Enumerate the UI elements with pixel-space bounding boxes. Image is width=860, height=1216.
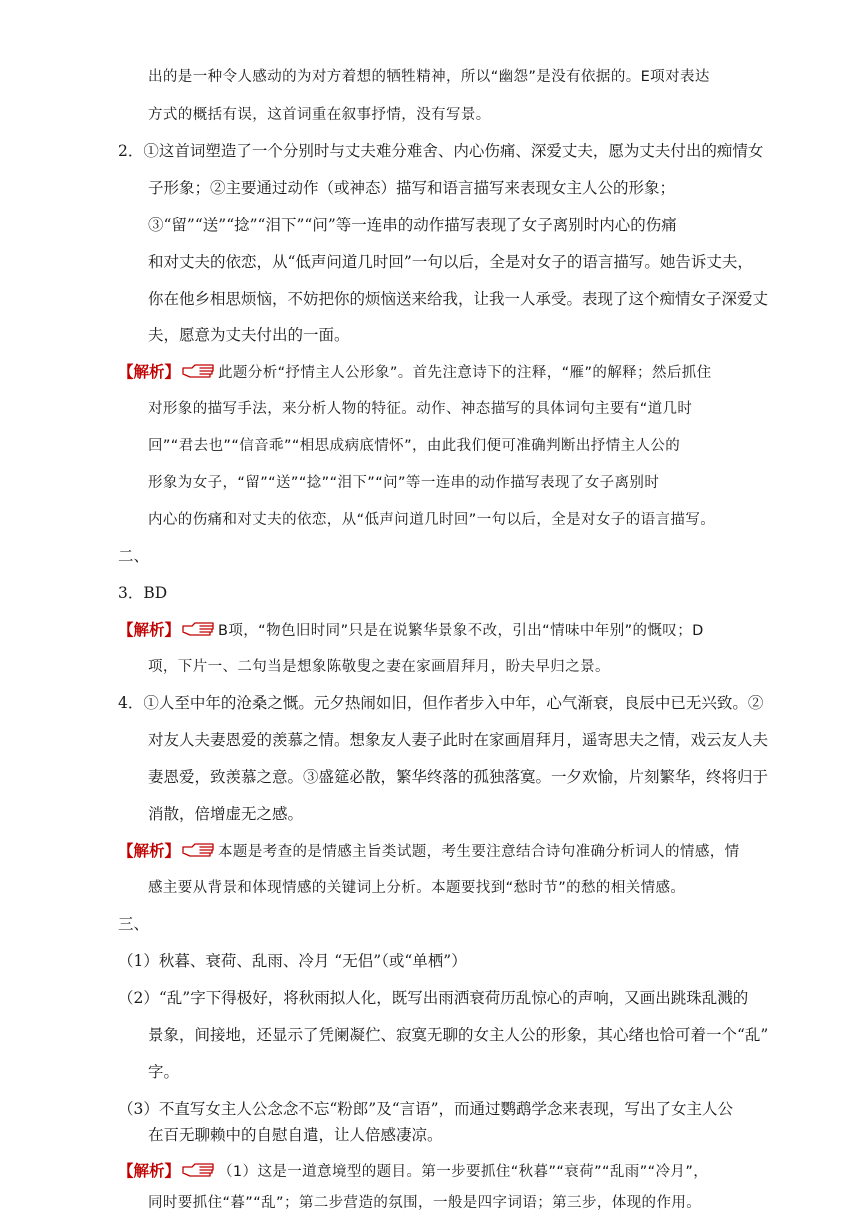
analysis-first-line <box>118 840 740 863</box>
text-line: 此题分析“抒情主人公形象”。首先注意诗下的注释，“雁”的解释；然后抓住 <box>218 365 712 381</box>
section-heading: 二、 <box>118 547 150 565</box>
pointing-hand-icon <box>182 362 216 380</box>
text-line: ③“留”“送”“捻”“泪下”“问”等一连串的动作描写表现了女子离别时内心的伤痛 <box>148 216 677 234</box>
text-line: 内心的伤痛和对丈夫的依恋，从“低声问道几时回”一句以后，全是对女子的语言描写。 <box>148 512 716 528</box>
text-line: 你在他乡相思烦恼，不妨把你的烦恼送来给我，让我一人承受。表现了这个痴情女子深爱丈 <box>148 290 769 308</box>
text-line: （3）不直写女主人公念念不忘“粉郎”及“言语”，而通过鹦鹉学念来表现，写出了女主人公 <box>118 1100 734 1118</box>
pointing-hand-icon <box>182 841 216 859</box>
text-line: 本题是考查的是情感主旨类试题，考生要注意结合诗句准确分析词人的情感，情 <box>218 844 740 860</box>
pointing-hand-icon <box>182 620 216 638</box>
analysis-tag: 【解析】 <box>118 621 181 639</box>
pointing-hand-icon <box>182 1161 216 1179</box>
text-line: 在百无聊赖中的自慰自遣，让人倍感凄凉。 <box>148 1126 443 1144</box>
text-line: 子形象；②主要通过动作（或神态）描写和语言描写来表现女主人公的形象； <box>148 179 676 197</box>
text-line: 同时要抓住“暮”“乱”；第二步营造的氛围，一般是四字词语；第三步，体现的作用。 <box>148 1195 702 1211</box>
text-line: 形象为女子，“留”“送”“捻”“泪下”“问”等一连串的动作描写表现了女子离别时 <box>148 475 660 491</box>
analysis-first-line <box>118 1160 708 1183</box>
text-line: 景象，间接地，还显示了凭阑凝伫、寂寞无聊的女主人公的形象，其心绪也恰可着一个“乱” <box>148 1026 769 1044</box>
text-line: 项，下片一、二句当是想象陈敬叟之妻在家画眉拜月，盼夫早归之景。 <box>148 659 610 675</box>
text-line: 4．①人至中年的沧桑之慨。元夕热闹如旧，但作者步入中年，心气渐衰，良辰中已无兴致。② <box>118 694 764 712</box>
text-line: 和对丈夫的依恋，从“低声问道几时回”一句以后，全是对女子的语言描写。她告诉丈夫， <box>148 253 753 271</box>
text-line: 回”“君去也”“信音乖”“相思成病底情怀”，由此我们便可准确判断出抒情主人公的 <box>148 438 681 454</box>
text-line: （2）“乱”字下得极好，将秋雨拟人化，既写出雨洒衰荷历乱惊心的声响，又画出跳珠乱溅的 <box>118 989 749 1007</box>
answer-3: 3．BD <box>118 584 168 602</box>
analysis-first-line <box>118 361 712 384</box>
text-line: 方式的概括有误，这首词重在叙事抒情，没有写景。 <box>148 107 491 123</box>
analysis-first-line <box>118 619 704 642</box>
text-line: 出的是一种令人感动的为对方着想的牺牲精神，所以“幽怨”是没有依据的。E项对表达 <box>148 69 710 85</box>
analysis-tag: 【解析】 <box>118 1162 181 1180</box>
section-heading: 三、 <box>118 915 150 933</box>
answer-s3-1: （1）秋暮、衰荷、乱雨、冷月 “无侣”（或“单栖”） <box>118 952 467 970</box>
text-line: 对友人夫妻恩爱的羡慕之情。想象友人妻子此时在家画眉拜月，遥寄思夫之情，戏云友人夫 <box>148 731 769 749</box>
analysis-tag: 【解析】 <box>118 363 181 381</box>
text-line: B项，“物色旧时同”只是在说繁华景象不改，引出“情味中年别”的慨叹；D <box>218 623 704 639</box>
analysis-tag: 【解析】 <box>118 842 181 860</box>
text-line: （1）这是一道意境型的题目。第一步要抓住“秋暮”“衰荷”“乱雨”“冷月”， <box>218 1164 709 1180</box>
text-line: 对形象的描写手法，来分析人物的特征。动作、神态描写的具体词句主要有“道几时 <box>148 401 693 417</box>
text-line: 妻恩爱，致羡慕之意。③盛筵必散，繁华终落的孤独落寞。一夕欢愉，片刻繁华，终将归于 <box>148 768 769 786</box>
text-line: 感主要从背景和体现情感的关键词上分析。本题要找到“愁时节”的愁的相关情感。 <box>148 880 686 896</box>
text-line: 字。 <box>148 1063 180 1081</box>
text-line: 2．①这首词塑造了一个分别时与丈夫难分难舍、内心伤痛、深爱丈夫，愿为丈夫付出的痴情女 <box>118 142 764 160</box>
text-line: 消散，倍增虚无之感。 <box>148 805 304 823</box>
text-line: 夫，愿意为丈夫付出的一面。 <box>148 326 350 344</box>
